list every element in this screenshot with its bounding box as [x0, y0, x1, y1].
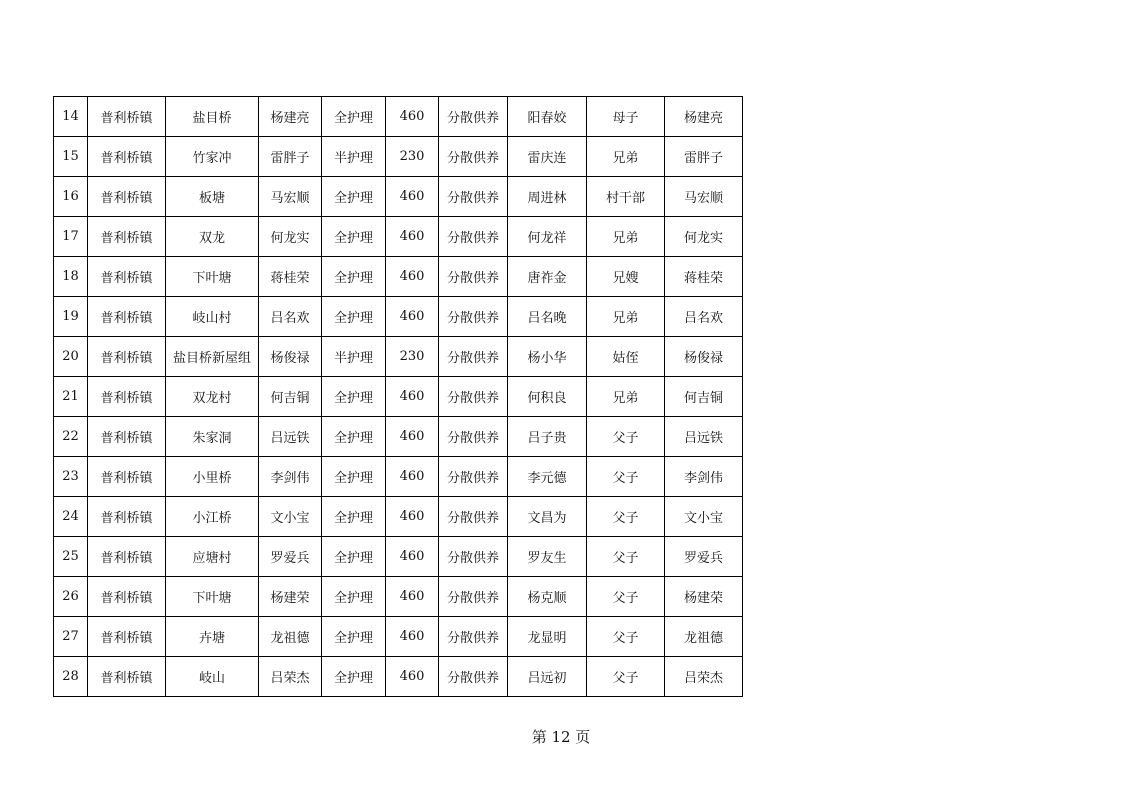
table-row — [54, 657, 743, 697]
recipient-cell: 杨建亮 — [665, 97, 743, 137]
recipient-cell: 吕名欢 — [665, 297, 743, 337]
caregiver-cell: 吕名晚 — [508, 297, 587, 337]
amount-cell: 460 — [386, 217, 439, 257]
name-cell: 何龙实 — [259, 217, 322, 257]
amount-cell: 460 — [386, 657, 439, 697]
table-row — [54, 217, 743, 257]
row-number-cell: 25 — [54, 537, 88, 577]
recipient-cell: 龙祖德 — [665, 617, 743, 657]
caregiver-cell: 周进林 — [508, 177, 587, 217]
town-cell: 普利桥镇 — [88, 337, 166, 377]
support-type-cell: 分散供养 — [439, 177, 508, 217]
relation-cell: 兄弟 — [587, 137, 665, 177]
village-cell: 卉塘 — [166, 617, 259, 657]
name-cell: 杨俊禄 — [259, 337, 322, 377]
town-cell: 普利桥镇 — [88, 97, 166, 137]
care-level-cell: 全护理 — [322, 257, 386, 297]
support-type-cell: 分散供养 — [439, 537, 508, 577]
support-type-cell: 分散供养 — [439, 617, 508, 657]
amount-cell: 460 — [386, 617, 439, 657]
relation-cell: 父子 — [587, 457, 665, 497]
caregiver-cell: 杨小华 — [508, 337, 587, 377]
town-cell: 普利桥镇 — [88, 537, 166, 577]
name-cell: 雷胖子 — [259, 137, 322, 177]
table-row — [54, 537, 743, 577]
support-type-cell: 分散供养 — [439, 657, 508, 697]
name-cell: 李剑伟 — [259, 457, 322, 497]
name-cell: 文小宝 — [259, 497, 322, 537]
table-row — [54, 297, 743, 337]
relation-cell: 村干部 — [587, 177, 665, 217]
village-cell: 朱家洞 — [166, 417, 259, 457]
relation-cell: 父子 — [587, 417, 665, 457]
relation-cell: 兄嫂 — [587, 257, 665, 297]
row-number-cell: 27 — [54, 617, 88, 657]
village-cell: 岐山村 — [166, 297, 259, 337]
village-cell: 小里桥 — [166, 457, 259, 497]
amount-cell: 230 — [386, 337, 439, 377]
support-type-cell: 分散供养 — [439, 97, 508, 137]
village-cell: 下叶塘 — [166, 257, 259, 297]
care-level-cell: 半护理 — [322, 137, 386, 177]
village-cell: 盐目桥 — [166, 97, 259, 137]
table-body — [54, 97, 743, 697]
town-cell: 普利桥镇 — [88, 617, 166, 657]
data-table — [53, 96, 743, 697]
recipient-cell: 何龙实 — [665, 217, 743, 257]
amount-cell: 460 — [386, 577, 439, 617]
row-number-cell: 23 — [54, 457, 88, 497]
caregiver-cell: 文昌为 — [508, 497, 587, 537]
relation-cell: 父子 — [587, 577, 665, 617]
recipient-cell: 雷胖子 — [665, 137, 743, 177]
relation-cell: 兄弟 — [587, 297, 665, 337]
name-cell: 吕荣杰 — [259, 657, 322, 697]
relation-cell: 父子 — [587, 497, 665, 537]
support-type-cell: 分散供养 — [439, 137, 508, 177]
care-level-cell: 全护理 — [322, 577, 386, 617]
table-row — [54, 577, 743, 617]
town-cell: 普利桥镇 — [88, 377, 166, 417]
village-cell: 盐目桥新屋组 — [166, 337, 259, 377]
row-number-cell: 21 — [54, 377, 88, 417]
row-number-cell: 24 — [54, 497, 88, 537]
care-level-cell: 半护理 — [322, 337, 386, 377]
amount-cell: 460 — [386, 177, 439, 217]
support-type-cell: 分散供养 — [439, 497, 508, 537]
table-row — [54, 177, 743, 217]
amount-cell: 230 — [386, 137, 439, 177]
name-cell: 何吉铜 — [259, 377, 322, 417]
name-cell: 龙祖德 — [259, 617, 322, 657]
recipient-cell: 吕荣杰 — [665, 657, 743, 697]
recipient-cell: 杨建荣 — [665, 577, 743, 617]
table-row — [54, 337, 743, 377]
row-number-cell: 16 — [54, 177, 88, 217]
recipient-cell: 吕远铁 — [665, 417, 743, 457]
caregiver-cell: 何积良 — [508, 377, 587, 417]
name-cell: 蒋桂荣 — [259, 257, 322, 297]
support-type-cell: 分散供养 — [439, 577, 508, 617]
table-row — [54, 417, 743, 457]
recipient-cell: 杨俊禄 — [665, 337, 743, 377]
row-number-cell: 26 — [54, 577, 88, 617]
care-level-cell: 全护理 — [322, 617, 386, 657]
caregiver-cell: 杨克顺 — [508, 577, 587, 617]
row-number-cell: 22 — [54, 417, 88, 457]
row-number-cell: 19 — [54, 297, 88, 337]
care-level-cell: 全护理 — [322, 457, 386, 497]
town-cell: 普利桥镇 — [88, 177, 166, 217]
town-cell: 普利桥镇 — [88, 257, 166, 297]
row-number-cell: 15 — [54, 137, 88, 177]
table-row — [54, 497, 743, 537]
care-level-cell: 全护理 — [322, 297, 386, 337]
care-level-cell: 全护理 — [322, 657, 386, 697]
relation-cell: 兄弟 — [587, 377, 665, 417]
amount-cell: 460 — [386, 257, 439, 297]
town-cell: 普利桥镇 — [88, 137, 166, 177]
table-row — [54, 257, 743, 297]
name-cell: 罗爱兵 — [259, 537, 322, 577]
village-cell: 双龙村 — [166, 377, 259, 417]
town-cell: 普利桥镇 — [88, 497, 166, 537]
village-cell: 应塘村 — [166, 537, 259, 577]
name-cell: 吕名欢 — [259, 297, 322, 337]
village-cell: 竹家冲 — [166, 137, 259, 177]
town-cell: 普利桥镇 — [88, 577, 166, 617]
table-row — [54, 97, 743, 137]
relation-cell: 父子 — [587, 537, 665, 577]
amount-cell: 460 — [386, 497, 439, 537]
caregiver-cell: 吕远初 — [508, 657, 587, 697]
support-type-cell: 分散供养 — [439, 257, 508, 297]
amount-cell: 460 — [386, 297, 439, 337]
care-level-cell: 全护理 — [322, 177, 386, 217]
recipient-cell: 文小宝 — [665, 497, 743, 537]
amount-cell: 460 — [386, 97, 439, 137]
village-cell: 板塘 — [166, 177, 259, 217]
village-cell: 下叶塘 — [166, 577, 259, 617]
town-cell: 普利桥镇 — [88, 657, 166, 697]
row-number-cell: 17 — [54, 217, 88, 257]
row-number-cell: 28 — [54, 657, 88, 697]
support-type-cell: 分散供养 — [439, 417, 508, 457]
relation-cell: 母子 — [587, 97, 665, 137]
amount-cell: 460 — [386, 377, 439, 417]
amount-cell: 460 — [386, 417, 439, 457]
care-level-cell: 全护理 — [322, 417, 386, 457]
amount-cell: 460 — [386, 537, 439, 577]
relation-cell: 父子 — [587, 657, 665, 697]
village-cell: 岐山 — [166, 657, 259, 697]
support-type-cell: 分散供养 — [439, 337, 508, 377]
name-cell: 吕远铁 — [259, 417, 322, 457]
support-type-cell: 分散供养 — [439, 217, 508, 257]
row-number-cell: 14 — [54, 97, 88, 137]
town-cell: 普利桥镇 — [88, 417, 166, 457]
caregiver-cell: 何龙祥 — [508, 217, 587, 257]
relation-cell: 父子 — [587, 617, 665, 657]
support-type-cell: 分散供养 — [439, 457, 508, 497]
recipient-cell: 李剑伟 — [665, 457, 743, 497]
town-cell: 普利桥镇 — [88, 297, 166, 337]
village-cell: 小江桥 — [166, 497, 259, 537]
care-level-cell: 全护理 — [322, 497, 386, 537]
row-number-cell: 18 — [54, 257, 88, 297]
table-row — [54, 457, 743, 497]
support-type-cell: 分散供养 — [439, 297, 508, 337]
care-level-cell: 全护理 — [322, 377, 386, 417]
village-cell: 双龙 — [166, 217, 259, 257]
caregiver-cell: 阳春姣 — [508, 97, 587, 137]
recipient-cell: 马宏顺 — [665, 177, 743, 217]
table-row — [54, 617, 743, 657]
page-number: 第 12 页 — [531, 728, 591, 746]
caregiver-cell: 吕子贵 — [508, 417, 587, 457]
caregiver-cell: 雷庆连 — [508, 137, 587, 177]
name-cell: 马宏顺 — [259, 177, 322, 217]
name-cell: 杨建荣 — [259, 577, 322, 617]
recipient-cell: 罗爱兵 — [665, 537, 743, 577]
town-cell: 普利桥镇 — [88, 457, 166, 497]
town-cell: 普利桥镇 — [88, 217, 166, 257]
care-level-cell: 全护理 — [322, 217, 386, 257]
caregiver-cell: 龙显明 — [508, 617, 587, 657]
row-number-cell: 20 — [54, 337, 88, 377]
amount-cell: 460 — [386, 457, 439, 497]
recipient-cell: 蒋桂荣 — [665, 257, 743, 297]
recipient-cell: 何吉铜 — [665, 377, 743, 417]
name-cell: 杨建亮 — [259, 97, 322, 137]
caregiver-cell: 罗友生 — [508, 537, 587, 577]
relation-cell: 姑侄 — [587, 337, 665, 377]
care-level-cell: 全护理 — [322, 97, 386, 137]
caregiver-cell: 李元德 — [508, 457, 587, 497]
caregiver-cell: 唐祚金 — [508, 257, 587, 297]
support-type-cell: 分散供养 — [439, 377, 508, 417]
table-row — [54, 137, 743, 177]
care-level-cell: 全护理 — [322, 537, 386, 577]
table-row — [54, 377, 743, 417]
relation-cell: 兄弟 — [587, 217, 665, 257]
